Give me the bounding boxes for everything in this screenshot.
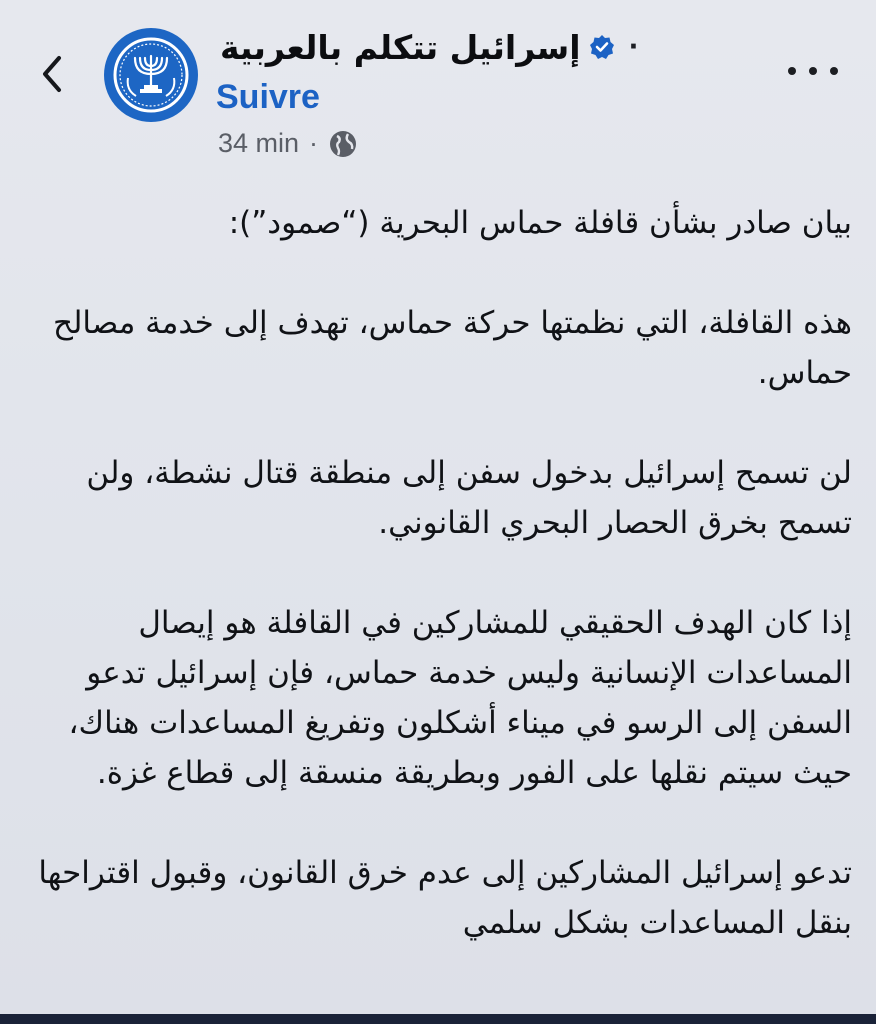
post-paragraph: بيان صادر بشأن قافلة حماس البحرية (“صمود”): [228,205,852,241]
follow-button[interactable]: Suivre [216,78,320,116]
more-horizontal-icon-dot [809,67,817,75]
meta-separator: · [309,128,319,158]
post-paragraph: إذا كان الهدف الحقيقي للمشاركين في القافلة هو إيصال المساعدات الإنسانية وليس خدمة حماس، فإن إسرائيل تدعو السفن إلى الرسو في ميناء أشكلون وتفريغ المساعدات هناك، حيث سيتم نقلها على الفور وبطريقة منسقة إلى قطاع غزة. [68,605,852,791]
more-horizontal-icon-dot [788,67,796,75]
back-button[interactable] [30,48,74,100]
post-meta [218,128,358,159]
post-paragraph: لن تسمح إسرائيل بدخول سفن إلى منطقة قتال نشطة، ولن تسمح بخرق الحصار البحري القانوني. [86,455,852,541]
chevron-left-icon [39,54,65,94]
bottom-bar [0,1014,876,1024]
page-name[interactable]: إسرائيل تتكلم بالعربية [220,27,581,67]
menorah-emblem-icon [104,28,198,122]
title-separator: · [628,32,639,62]
post-timestamp[interactable]: 34 min [218,128,300,158]
post-paragraph: تدعو إسرائيل المشاركين إلى عدم خرق القانون، وقبول اقتراحها بنقل المساعدات بشكل سلمي [38,855,852,941]
post-text [30,198,852,948]
globe-icon [328,129,358,159]
post-paragraph: هذه القافلة، التي نظمتها حركة حماس، تهدف إلى خدمة مصالح حماس. [52,305,852,391]
more-horizontal-icon-dot [830,67,838,75]
more-options-button[interactable] [788,56,838,86]
verified-badge-icon [589,34,615,60]
avatar[interactable] [104,28,198,122]
page-title-row [220,22,638,72]
post-header [0,0,876,180]
